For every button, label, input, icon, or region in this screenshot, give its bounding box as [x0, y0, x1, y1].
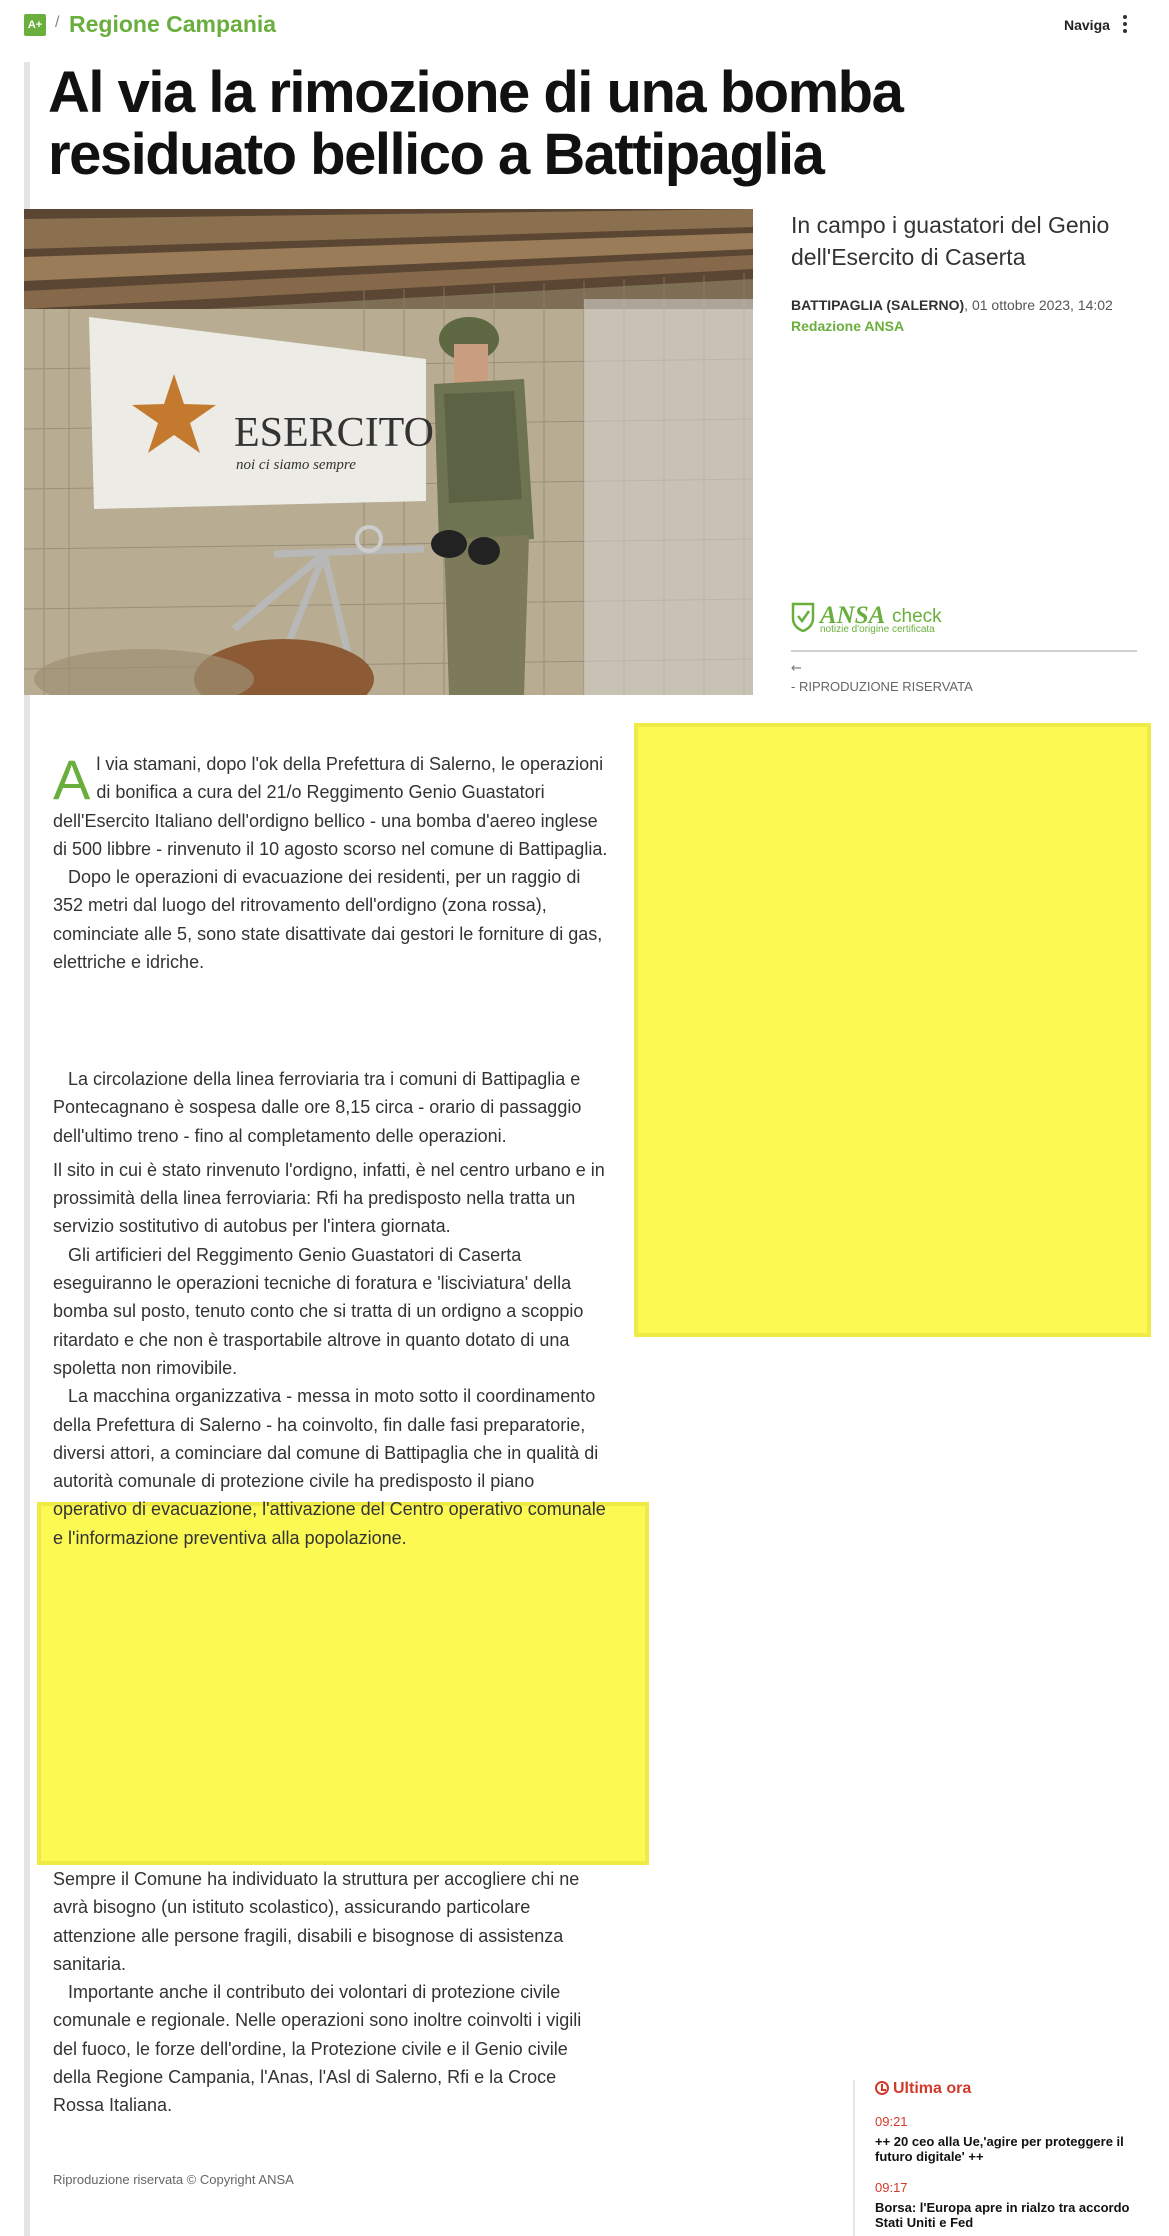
clock-icon: [875, 2081, 889, 2095]
ansa-check-badge[interactable]: [791, 602, 971, 636]
aside-divider: [791, 650, 1137, 652]
news-headline[interactable]: Borsa: l'Europa apre in rialzo tra accordo Stati Uniti e Fed: [875, 2200, 1130, 2230]
article-title: Al via la rimozione di una bomba residuato bellico a Battipaglia: [48, 60, 903, 187]
paragraph-5: Gli artificieri del Reggimento Genio Guastatori di Caserta eseguiranno le operazioni tecniche di foratura e 'lisciviatura' della bomba sul posto, tenuto conto che si tratta di un ordigno a scoppio ritardato e che non è trasportabile altrove in quanto dotato di una spoletta non rimovibile.: [53, 1244, 584, 1378]
reproduction-rights-note: - RIPRODUZIONE RISERVATA: [791, 679, 973, 694]
dateline-place: BATTIPAGLIA (SALERNO): [791, 297, 965, 313]
ansa-check-tagline: notizie d'origine certificata: [820, 624, 935, 635]
banner-title: ESERCITO: [234, 410, 434, 456]
advertisement-slot-inline[interactable]: [37, 1502, 649, 1865]
news-item[interactable]: [875, 2180, 1155, 2230]
paragraph-2: Dopo le operazioni di evacuazione dei residenti, per un raggio di 352 metri dal luogo del ritrovamento dell'ordigno (zona rossa), cominciate alle 5, sono state disattivate dai gestori le forniture di gas, elettriche e idriche.: [53, 867, 603, 973]
paragraph-6: La macchina organizzativa - messa in moto sotto il coordinamento della Prefettura di Salerno - ha coinvolto, fin dalle fasi preparatorie, diversi attori, a cominciare dal comune di Battipaglia che in qualità di autorità comunale di protezione civile ha predisposto il piano operativo di evacuazione, l'attivazione del Centro operativo comunale e l'informazione preventiva alla popolazione.: [53, 1386, 606, 1548]
ansa-check-brand: ANSA: [820, 602, 886, 629]
more-menu-icon[interactable]: [1120, 15, 1130, 37]
hero-photo-illustration: [24, 209, 753, 695]
news-time: 09:21: [875, 2114, 908, 2129]
shield-check-icon: [791, 602, 815, 632]
paragraph-7: Sempre il Comune ha individuato la struttura per accogliere chi ne avrà bisogno (un istituto scolastico), assicurando particolare attenzione alle persone fragili, disabili e bisognose di assistenza sanitaria.: [53, 1869, 580, 1974]
latest-news-panel: [853, 2080, 1169, 2236]
advertisement-slot-right[interactable]: [634, 723, 1151, 1337]
paragraph-8: Importante anche il contributo dei volontari di protezione civile comunale e regionale. Nelle operazioni sono inoltre coinvolti i vigili del fuoco, le forze dell'ordine, la Protezione civile e il Genio civile della Regione Campania, l'Anas, l'Asl di Salerno, Rfi e la Croce Rossa Italiana.: [53, 1982, 582, 2116]
paragraph-3: La circolazione della linea ferroviaria tra i comuni di Battipaglia e Pontecagnano è sospesa dalle ore 8,15 circa - orario di passaggio dell'ultimo treno - fino al completamento delle operazioni.: [53, 1069, 582, 1146]
article-body-part-2: [53, 1065, 609, 1552]
dateline-date: , 01 ottobre 2023, 14:02: [964, 297, 1113, 313]
top-bar: [0, 0, 1169, 52]
section-link-regione-campania[interactable]: Regione Campania: [69, 11, 277, 37]
dropcap-letter: A: [53, 748, 91, 811]
article-hero-image: [24, 209, 753, 695]
banner-tagline: noi ci siamo sempre: [236, 457, 356, 473]
breadcrumb-separator: /: [55, 14, 60, 31]
news-headline[interactable]: ++ 20 ceo alla Ue,'agire per proteggere il futuro digitale' ++: [875, 2134, 1124, 2164]
article-subtitle: In campo i guastatori del Genio dell'Esercito di Caserta: [791, 212, 1110, 270]
article-body-part-1: [53, 750, 609, 976]
paragraph-4: Il sito in cui è stato rinvenuto l'ordigno, infatti, è nel centro urbano e in prossimità della linea ferroviaria: Rfi ha predisposto nella tratta un servizio sostitutivo di autobus per l'intera giornata.: [53, 1159, 605, 1237]
ansa-logo-icon[interactable]: A+: [24, 14, 46, 36]
latest-news-heading: Ultima ora: [875, 2080, 971, 2098]
nav-menu-label[interactable]: Naviga: [1064, 17, 1110, 33]
author-link[interactable]: Redazione ANSA: [791, 318, 905, 334]
article-body-part-3: [53, 1865, 593, 2120]
paragraph-1: l via stamani, dopo l'ok della Prefettura di Salerno, le operazioni di bonifica a cura del 21/o Reggimento Genio Guastatori dell'Esercito Italiano dell'ordigno bellico - una bomba d'aereo inglese di 500 libbre - rinvenuto il 10 agosto scorso nel comune di Battipaglia.: [53, 754, 608, 859]
copyright-notice: Riproduzione riservata © Copyright ANSA: [53, 2172, 294, 2187]
news-time: 09:17: [875, 2180, 908, 2195]
news-item[interactable]: [875, 2114, 1155, 2164]
article-dateline: [791, 297, 1113, 313]
ansa-check-word: check: [892, 606, 942, 627]
back-arrow-icon[interactable]: ←: [791, 661, 802, 676]
